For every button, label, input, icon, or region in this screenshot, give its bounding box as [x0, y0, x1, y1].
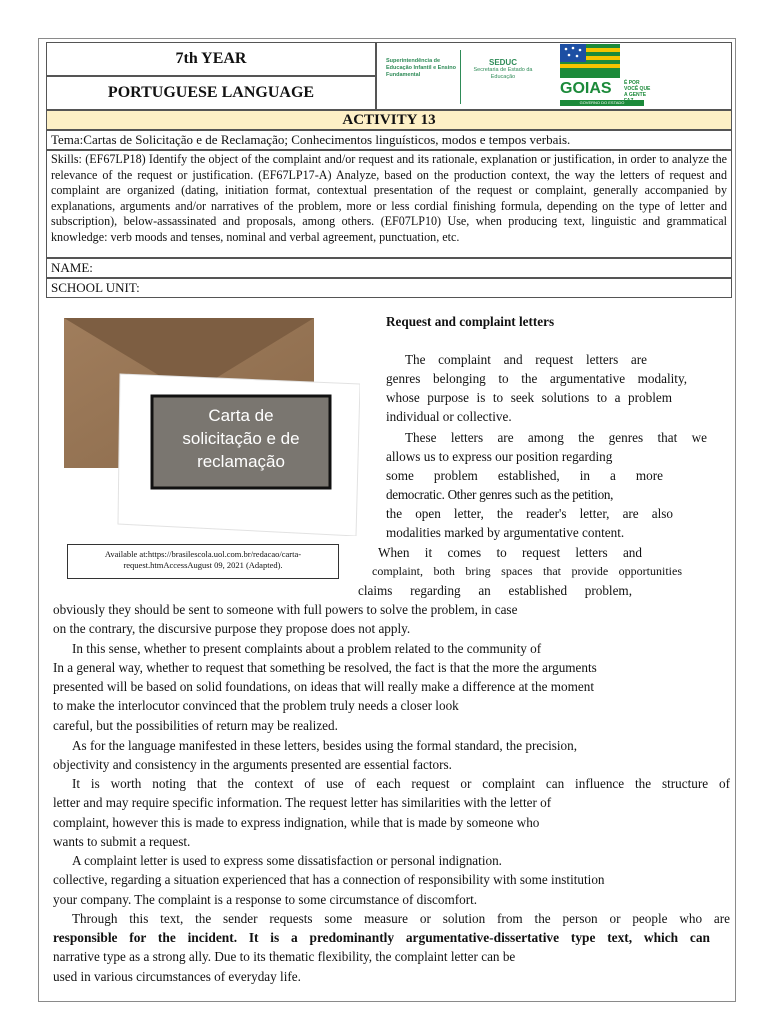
paragraph-line: some problem established, in a more: [386, 468, 663, 483]
card-text-line: reclamação: [197, 452, 285, 471]
subject-title: PORTUGUESE LANGUAGE: [46, 76, 376, 110]
paragraph-line: In this sense, whether to present complaints about a problem related to the community of: [72, 641, 542, 656]
paragraph-line: When it comes to request letters and: [378, 545, 642, 560]
paragraph-line: complaint, both bring spaces that provide opportunities: [372, 564, 682, 578]
goias-logo-text: GOIAS: [560, 80, 612, 97]
paragraph-line: wants to submit a request.: [53, 834, 191, 849]
card-title: [158, 404, 324, 473]
logo-divider: [460, 50, 461, 104]
article-title: Request and complaint letters: [386, 314, 555, 329]
paragraph-line: whose purpose is to seek solutions to a problem: [386, 390, 672, 405]
skills-row: Skills: (EF67LP18) Identify the object of the complaint and/or request and its rationale, explanation or justification, in order to analyze the relevance of the request or justification. (EF67LP17-A) Analyze, based on the production context, the way the letters of request and complaint are organized (dating, initiation format, contextual presentation of the request or complaint, generally accompanied by explanations, arguments and/or narratives of the problem, more or less cordial finishing formula, depending on the type of letter and subscription), below-assassinated and proposals, among others. (EF07LP10) Use, when producing text, linguistic and grammatical knowledge: verb moods and tenses, nominal and verbal agreement, punctuation, etc.: [46, 150, 732, 258]
paragraph-line: democratic. Other genres such as the petition,: [386, 487, 614, 502]
name-field[interactable]: NAME:: [46, 258, 732, 278]
paragraph-line: obviously they should be sent to someone with full powers to solve the problem, in case: [53, 602, 518, 617]
paragraph-line: on the contrary, the discursive purpose they propose does not apply.: [53, 621, 411, 636]
paragraph-line: Through this text, the sender requests some measure or solution from the person or people who are: [72, 911, 730, 926]
paragraph-line: objectivity and consistency in the arguments presented are essential factors.: [53, 757, 452, 772]
paragraph-line: responsible for the incident. It is a predominantly argumentative-dissertative type text, which can: [53, 930, 710, 945]
image-source-caption: Available at:https://brasilescola.uol.com.br/redacao/carta-request.htmAccessAugust 09, 2021 (Adapted).: [67, 544, 339, 579]
paragraph-line: A complaint letter is used to express some dissatisfaction or personal indignation.: [72, 853, 502, 868]
seduc-logo-subtitle: Secretaria de Estado da Educação: [473, 67, 533, 80]
paragraph-line: genres belonging to the argumentative modality,: [386, 371, 687, 386]
paragraph-line: your company. The complaint is a response to some circumstance of discomfort.: [53, 892, 478, 907]
year-title: 7th YEAR: [46, 42, 376, 76]
paragraph-line: allows us to express our position regarding: [386, 449, 613, 464]
paragraph-line: narrative type as a strong ally. Due to its thematic flexibility, the complaint letter can be: [53, 949, 516, 964]
paragraph-line: claims regarding an established problem,: [358, 583, 632, 598]
paragraph-line: presented will be based on solid foundations, on ideas that will really make a difference at the moment: [53, 679, 595, 694]
paragraph-line: complaint, however this is made to express indignation, while that is made by someone who: [53, 815, 540, 830]
superintendencia-logo-text: Superintendência de Educação Infantil e Ensino Fundamental: [386, 58, 456, 78]
card-text-line: solicitação e de: [182, 429, 300, 448]
paragraph-line: individual or collective.: [386, 409, 512, 424]
goias-slogan: É POR VOCÊ QUE A GENTE: [624, 80, 651, 98]
school-unit-field[interactable]: SCHOOL UNIT:: [46, 278, 732, 298]
paragraph-line: It is worth noting that the context of use of each request or complaint can influence the structure of: [72, 776, 730, 791]
seduc-logo: [470, 58, 536, 81]
activity-title: ACTIVITY 13: [46, 110, 732, 130]
card-text-line: Carta de: [208, 406, 274, 425]
paragraph-line: The complaint and request letters are: [405, 352, 647, 367]
paragraph-line: the open letter, the reader's letter, are also: [386, 506, 673, 521]
paragraph-line: used in various circumstances of everyday life.: [53, 969, 301, 984]
paragraph-line: These letters are among the genres that we: [405, 430, 707, 445]
paragraph-line: letter and may require specific information. The request letter has similarities with the letter of: [53, 795, 552, 810]
paragraph-line: In a general way, whether to request that something be resolved, the fact is that the more the arguments: [53, 660, 597, 675]
paragraph-line: collective, regarding a situation experienced that has a connection of responsibility with some institution: [53, 872, 605, 887]
goias-government-label: GOVERNO DO ESTADO: [560, 100, 644, 106]
paragraph-line: to make the interlocutor convinced that the problem truly needs a closer look: [53, 698, 459, 713]
seduc-logo-title: SEDUC: [488, 58, 517, 67]
paragraph-line: careful, but the possibilities of return may be realized.: [53, 718, 338, 733]
tema-row: Tema:Cartas de Solicitação e de Reclamação; Conhecimentos linguísticos, modos e tempos verbais.: [46, 130, 732, 150]
paragraph-line: modalities marked by argumentative content.: [386, 525, 625, 540]
paragraph-line: As for the language manifested in these letters, besides using the formal standard, the precision,: [72, 738, 578, 753]
